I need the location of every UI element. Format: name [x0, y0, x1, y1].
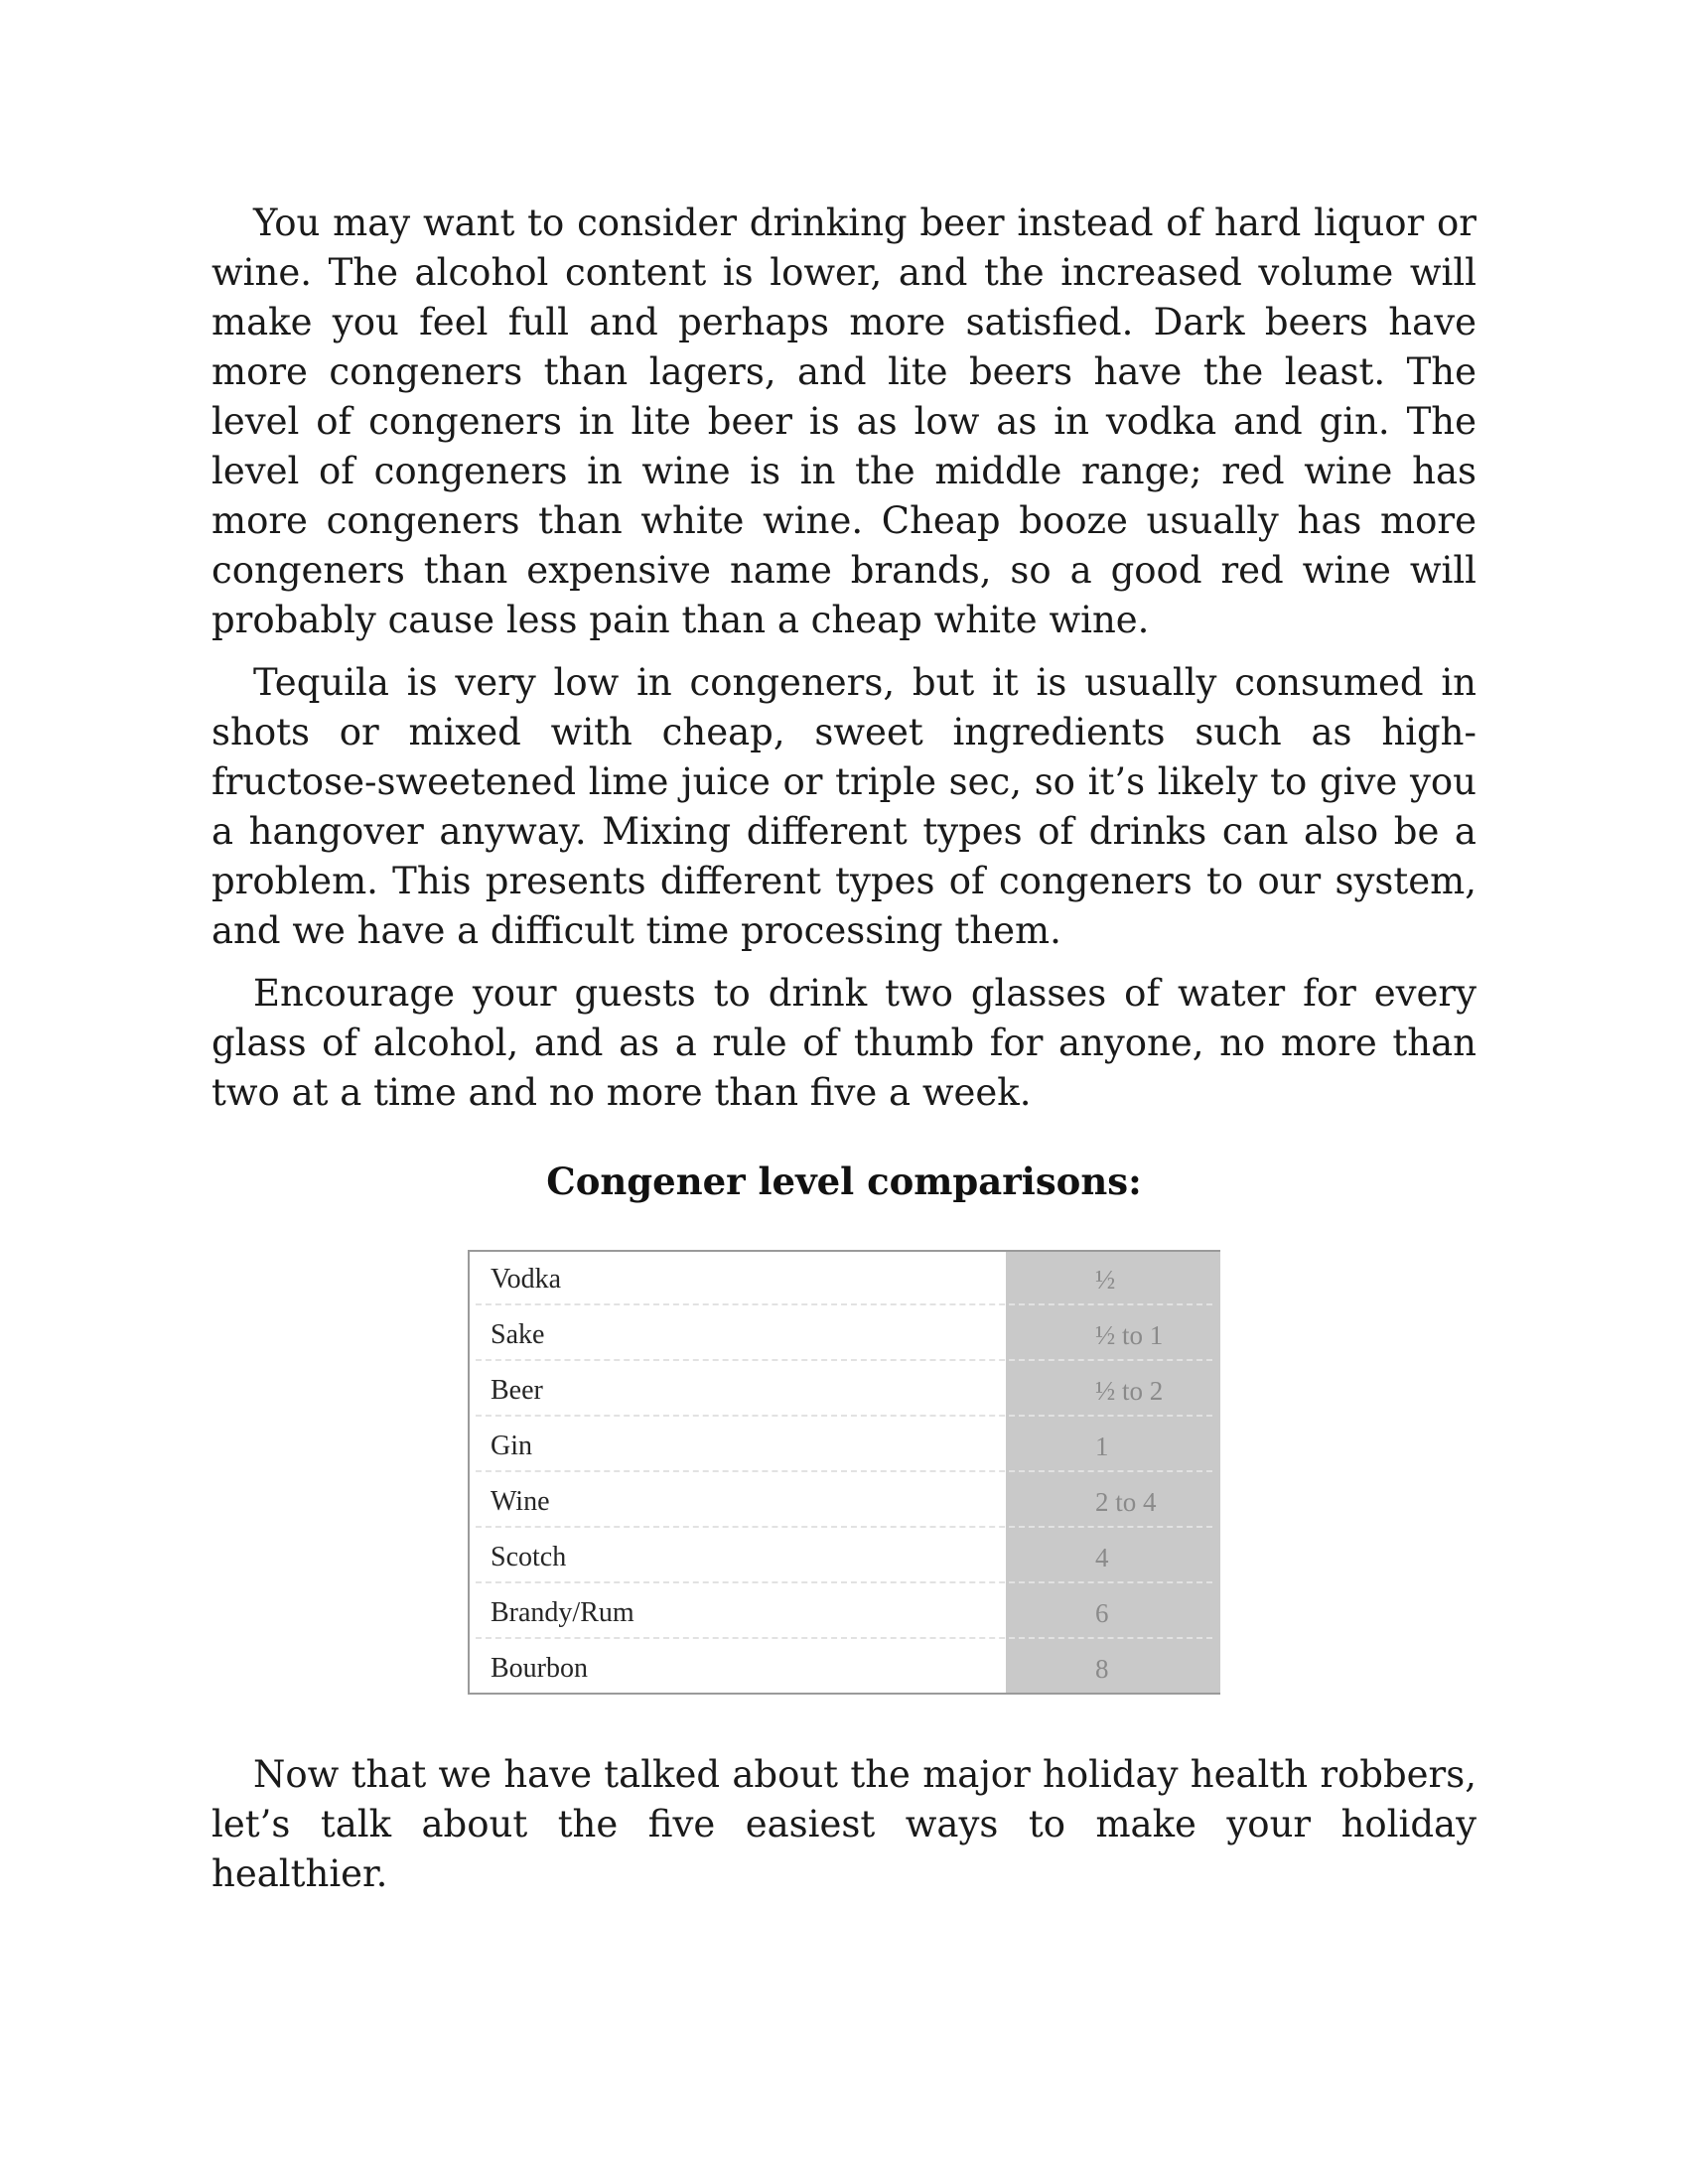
row-divider: [476, 1581, 1212, 1583]
congener-level: 2 to 4: [1095, 1487, 1157, 1517]
table-rows: [470, 1252, 1218, 1697]
drink-name: Wine: [491, 1486, 550, 1517]
paragraph-transition: Now that we have talked about the major holiday health robbers, let’s talk about the five easiest ways to make your holiday healthier.: [211, 1753, 1477, 1895]
paragraph-water-advice: Encourage your guests to drink two glasses of water for every glass of alcohol, and as a rule of thumb for anyone, no more than two at a time and no more than five a week.: [211, 972, 1477, 1114]
congener-level: ½ to 1: [1095, 1320, 1164, 1350]
body-text-bottom: [211, 1750, 1477, 1912]
table-row: [470, 1641, 1218, 1697]
table-row: [470, 1585, 1218, 1641]
table-row: [470, 1530, 1218, 1585]
drink-name: Bourbon: [491, 1653, 588, 1684]
row-divider: [476, 1637, 1212, 1639]
congener-level: 4: [1095, 1543, 1109, 1572]
congener-level: 1: [1095, 1432, 1109, 1461]
table-row: [470, 1363, 1218, 1419]
table-row: [470, 1474, 1218, 1530]
paragraph-tequila: Tequila is very low in congeners, but it is usually consumed in shots or mixed with cheap, sweet ingredients such as high-fructose-sweetened lime juice or triple sec, so it’s likely to give you a hangover anyway. Mixing different types of drinks can also be a problem. This presents different types of congeners to our system, and we have a difficult time processing them.: [211, 661, 1477, 952]
congener-level: ½: [1095, 1265, 1116, 1295]
row-divider: [476, 1470, 1212, 1472]
drink-name: Beer: [491, 1375, 543, 1406]
table-row: [470, 1252, 1218, 1307]
congener-table: [468, 1250, 1220, 1695]
drink-name: Gin: [491, 1431, 532, 1461]
row-divider: [476, 1303, 1212, 1305]
congener-level: 6: [1095, 1598, 1109, 1628]
table-title: Congener level comparisons:: [546, 1160, 1142, 1203]
congener-level: ½ to 2: [1095, 1376, 1164, 1406]
row-divider: [476, 1526, 1212, 1528]
table-row: [470, 1419, 1218, 1474]
drink-name: Vodka: [491, 1264, 562, 1295]
congener-level: 8: [1095, 1654, 1109, 1684]
row-divider: [476, 1415, 1212, 1417]
row-divider: [476, 1359, 1212, 1361]
body-text-top: [211, 199, 1477, 1131]
drink-name: Brandy/Rum: [491, 1597, 634, 1628]
table-row: [470, 1307, 1218, 1363]
paragraph-beer-vs-liquor: You may want to consider drinking beer instead of hard liquor or wine. The alcohol content is lower, and the increased volume will make you feel full and perhaps more satisfied. Dark beers have more congeners than lagers, and lite beers have the least. The level of congeners in lite beer is as low as in vodka and gin. The level of congeners in wine is in the middle range; red wine has more congeners than white wine. Cheap booze usually has more congeners than expensive name brands, so a good red wine will probably cause less pain than a cheap white wine.: [211, 202, 1477, 641]
drink-name: Scotch: [491, 1542, 567, 1572]
drink-name: Sake: [491, 1319, 545, 1350]
